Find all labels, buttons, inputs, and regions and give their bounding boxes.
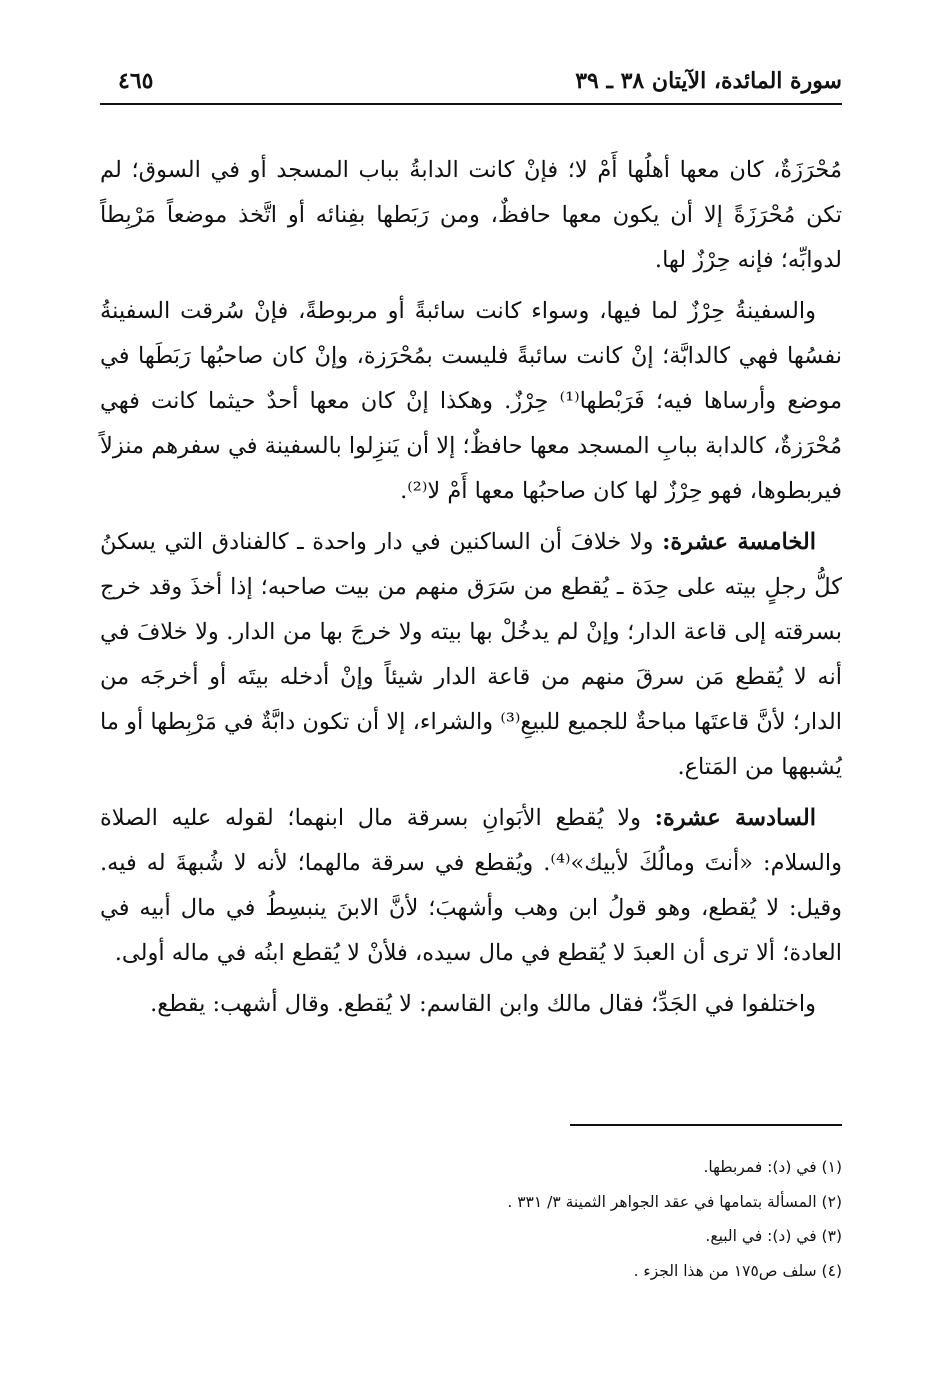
main-text [100, 148, 842, 1033]
paragraph-4-text: ولا يُقطع الأبَوانِ بسرقة مال ابنهما؛ لقوله عليه الصلاة والسلام: «أنتَ ومالُكَ لأبيك»⁽⁴⁾. ويُقطع في سرقة مالهما؛ لأنه لا شُبهةَ له فيه. وقيل: لا يُقطع، وهو قولُ ابن وهب وأشهبَ؛ لأنَّ الابنَ ينبسِطُ في مال أبيه في العادة؛ ألا ترى أن العبدَ لا يُقطع في مال سيده، فلأنْ لا يُقطع ابنُه في ماله أولى. [100, 805, 842, 966]
paragraph-5 [100, 982, 842, 1027]
paragraph-5-text: واختلفوا في الجَدِّ؛ فقال مالك وابن القاسم: لا يُقطع. وقال أشهب: يقطع. [150, 991, 816, 1017]
footnote-2: (٢) المسألة بتمامها في عقد الجواهر الثمينة ٣/ ٣٣١ . [507, 1192, 842, 1211]
paragraph-4 [100, 796, 842, 976]
paragraph-2-text: والسفينةُ حِرْزٌ لما فيها، وسواء كانت سائبةً أو مربوطةً، فإنْ سُرقت السفينةُ نفسُها فهي كالدابَّة؛ إنْ كانت سائبةً فليست بمُحْرَزة، وإنْ كان صاحبُها رَبَطَها في موضع وأرساها فيه؛ فَرَبْطها⁽¹⁾ حِرْزٌ. وهكذا إنْ كان معها أحدٌ حيثما كانت فهي مُحْرَزةٌ، كالدابة ببابِ المسجد معها حافظٌ؛ إلا أن يَنزِلوا بالسفينة في سفرهم منزلاً فيربطوها، فهو حِرْزٌ لها كان صاحبُها معها أَمْ لا⁽²⁾. [100, 298, 843, 504]
paragraph-3-text: ولا خلافَ أن الساكنين في دار واحدة ـ كالفنادق التي يسكنُ كلُّ رجلٍ بيته على حِدَة ـ يُقطع من سَرَق منهم من بيت صاحبه؛ إذا أخذَ وقد خرج بسرقته إلى قاعة الدار؛ وإنْ لم يدخُلْ بها بيته ولا خرجَ بها من الدار. ولا خلافَ في أنه لا يُقطع مَن سرقَ منهم من قاعة الدار شيئاً وإنْ أدخله بيتَه أو أخرجَه من الدار؛ لأنَّ قاعتَها مباحةٌ للجميع للبيعِ⁽³⁾ والشراء، إلا أن تكون دابَّةٌ في مَرْبِطها أو ما يُشبهها من المَتاع. [100, 529, 842, 780]
paragraph-1-text: مُحْرَزَةٌ، كان معها أهلُها أَمْ لا؛ فإنْ كانت الدابةُ بباب المسجد أو في السوق؛ لم تكن مُحْرَزَةً إلا أن يكون معها حافظٌ، ومن رَبَطها بفِنائه أو اتَّخذ موضعاً مَرْبِطاً لدوابِّه؛ فإنه حِرْزٌ لها. [100, 157, 842, 273]
paragraph-4-heading: السادسة عشرة: [654, 805, 816, 831]
footnotes [100, 1150, 842, 1288]
paragraph-3 [100, 520, 842, 790]
running-title: سورة المائدة، الآيتان ٣٨ ـ ٣٩ [575, 68, 842, 94]
header-divider [100, 103, 842, 105]
footnote-3: (٣) في (د): في البيع. [705, 1227, 842, 1245]
paragraph-3-heading: الخامسة عشرة: [662, 529, 816, 555]
footnote-4: (٤) سلف ص١٧٥ من هذا الجزء . [633, 1261, 842, 1280]
paragraph-2 [100, 289, 842, 514]
footnote-divider [570, 1124, 842, 1126]
page-number: ٤٦٥ [118, 68, 154, 94]
page-header [100, 62, 842, 106]
paragraph-1 [100, 148, 842, 283]
footnote-1: (١) في (د): فمربطها. [703, 1158, 842, 1176]
